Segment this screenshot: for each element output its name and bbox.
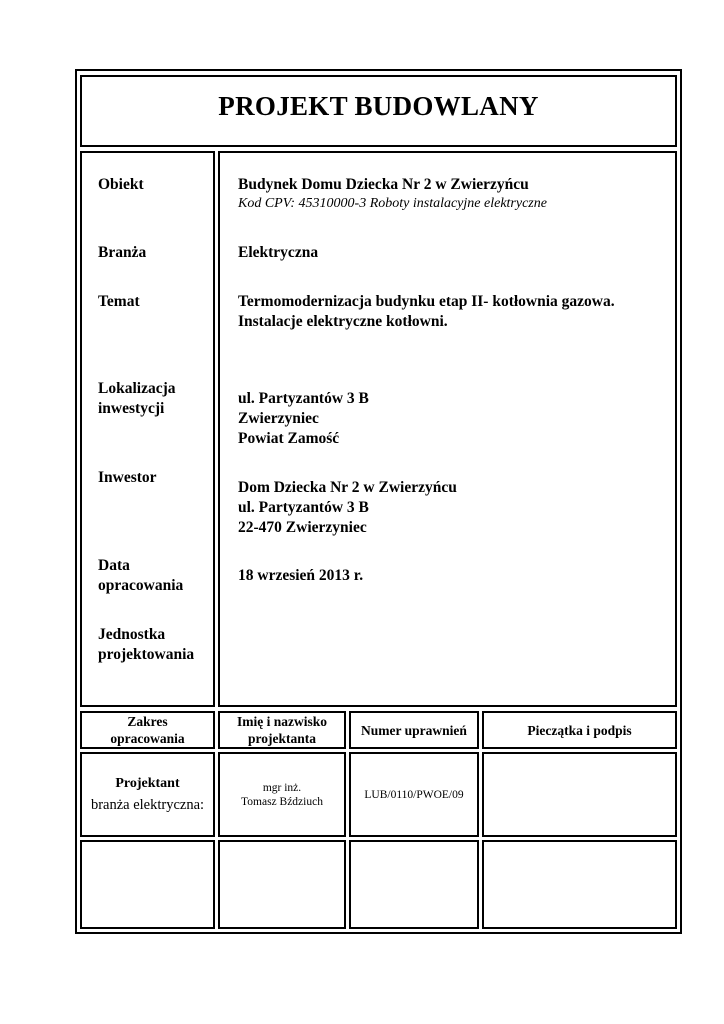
value-kod-cpv: Kod CPV: 45310000-3 Roboty instalacyjne elektryczne: [238, 196, 547, 211]
row1-numer-text: LUB/0110/PWOE/09: [364, 788, 464, 801]
value-lokalizacja-2: Zwierzyniec: [238, 410, 319, 427]
header-zakres-line-1: Zakres: [127, 714, 168, 729]
value-inwestor-1: Dom Dziecka Nr 2 w Zwierzyńcu: [238, 479, 457, 496]
label-obiekt: Obiekt: [98, 176, 144, 193]
header-numer: [349, 711, 479, 749]
row1-pieczatka: [482, 752, 677, 837]
label-branza: Branża: [98, 244, 147, 261]
value-lokalizacja-3: Powiat Zamość: [238, 430, 340, 447]
row2-pieczatka-cell: [482, 840, 677, 929]
header-pieczatka-text: Pieczątka i podpis: [527, 722, 632, 738]
label-data-2: opracowania: [98, 577, 184, 594]
page-title: PROJEKT BUDOWLANY: [218, 91, 539, 121]
label-jednostka-2: projektowania: [98, 646, 195, 663]
value-data: 18 wrzesień 2013 r.: [238, 567, 364, 584]
label-inwestor: Inwestor: [98, 469, 157, 486]
row1-imie-line-1: mgr inż.: [262, 781, 302, 794]
label-jednostka-1: Jednostka: [98, 626, 166, 643]
value-inwestor-2: ul. Partyzantów 3 B: [238, 499, 369, 516]
header-imie-line-2: projektanta: [247, 731, 316, 746]
labels-column: [80, 151, 215, 707]
value-lokalizacja-1: ul. Partyzantów 3 B: [238, 390, 369, 407]
row1-imie-line-2: Tomasz Bździuch: [241, 795, 323, 808]
row2-zakres-cell: [80, 840, 215, 929]
row1-zakres: [80, 752, 215, 837]
row2-imie-cell: [218, 840, 346, 929]
header-pieczatka: [482, 711, 677, 749]
value-temat-2: Instalacje elektryczne kotłowni.: [238, 313, 448, 330]
row1-imie: [218, 752, 346, 837]
label-lokalizacja-2: inwestycji: [98, 400, 165, 417]
title-box: [80, 75, 677, 147]
label-lokalizacja-1: Lokalizacja: [98, 380, 176, 397]
header-zakres-line-2: opracowania: [110, 731, 185, 746]
row1-zakres-line-1: Projektant: [115, 776, 180, 791]
header-zakres: [80, 711, 215, 749]
value-obiekt: Budynek Domu Dziecka Nr 2 w Zwierzyńcu: [238, 176, 529, 193]
row1-numer: [349, 752, 479, 837]
row1-zakres-line-2: branża elektryczna:: [90, 797, 205, 813]
header-numer-text: Numer uprawnień: [361, 722, 467, 738]
row2-numer-cell: [349, 840, 479, 929]
label-data-1: Data: [98, 557, 130, 574]
values-column: [218, 151, 677, 707]
label-temat: Temat: [98, 293, 140, 310]
header-imie: [218, 711, 346, 749]
value-branza: Elektryczna: [238, 244, 319, 261]
value-inwestor-3: 22-470 Zwierzyniec: [238, 519, 367, 536]
header-imie-line-1: Imię i nazwisko: [236, 714, 327, 729]
value-temat-1: Termomodernizacja budynku etap II- kotłownia gazowa.: [238, 293, 615, 310]
